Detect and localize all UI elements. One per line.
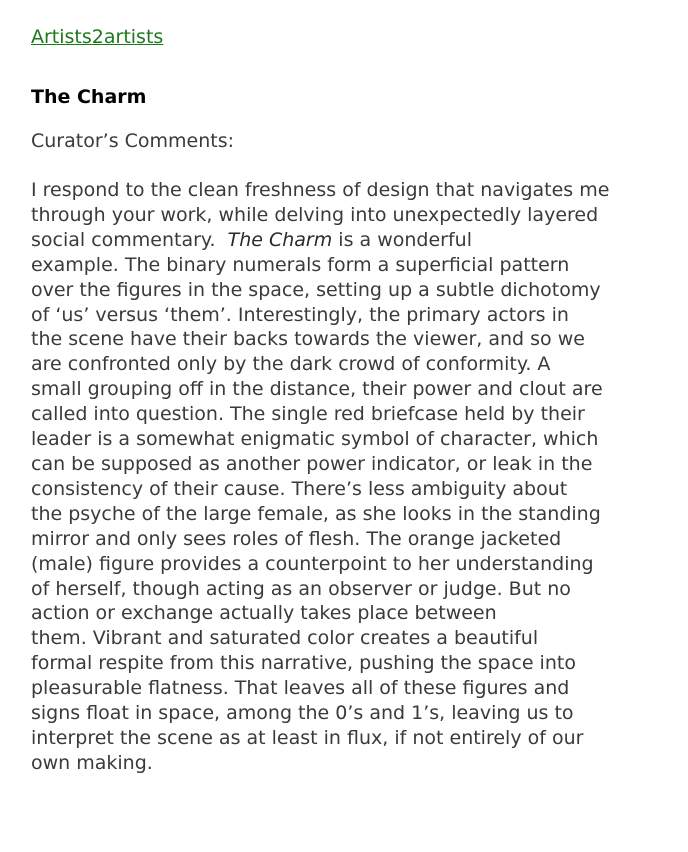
comment-line: the psyche of the large female, as she looks in the standing [31, 502, 601, 525]
comment-line: formal respite from this narrative, pushing the space into [31, 652, 576, 675]
document-page [31, 24, 651, 774]
comment-line: the scene have their backs towards the viewer, and so we [31, 328, 585, 351]
comment-line: action or exchange actually takes place between [31, 602, 497, 625]
comment-line: over the figures in the space, setting up a subtle dichotomy [31, 278, 601, 301]
artists2artists-link[interactable]: Artists2artists [31, 26, 164, 48]
comment-line: of ‘us’ versus ‘them’. Interestingly, the primary actors in [31, 303, 569, 326]
comment-line: leader is a somewhat enigmatic symbol of character, which [31, 428, 599, 451]
comment-line: small grouping off in the distance, their power and clout are [31, 378, 603, 401]
artwork-title: The Charm [31, 86, 147, 108]
comment-line: mirror and only sees roles of flesh. The orange jacketed [31, 527, 562, 550]
curators-comments-heading: Curator’s Comments: [31, 130, 235, 152]
artwork-title-reference: The Charm [227, 228, 333, 251]
comment-line: can be supposed as another power indicator, or leak in the [31, 452, 593, 475]
comment-line: own making. [31, 751, 153, 774]
comment-line-end: is a wonderful [332, 228, 472, 251]
comment-line: (male) figure provides a counterpoint to her understanding [31, 552, 594, 575]
comment-line: through your work, while delving into unexpectedly layered [31, 203, 599, 226]
curator-comment-body [31, 178, 651, 776]
comment-line: signs float in space, among the 0’s and 1’s, leaving us to [31, 702, 574, 725]
comment-line: of herself, though acting as an observer or judge. But no [31, 577, 571, 600]
comment-line-start: social commentary. [31, 228, 228, 251]
comment-line: called into question. The single red briefcase held by their [31, 403, 585, 426]
comment-line: consistency of their cause. There’s less ambiguity about [31, 477, 568, 500]
comment-line: interpret the scene as at least in flux, if not entirely of our [31, 726, 584, 749]
comment-line: pleasurable flatness. That leaves all of these figures and [31, 677, 570, 700]
comment-line: I respond to the clean freshness of design that navigates me [31, 179, 610, 201]
comment-line: are confronted only by the dark crowd of conformity. A [31, 353, 551, 376]
comment-line: them. Vibrant and saturated color creates a beautiful [31, 627, 539, 650]
comment-line: example. The binary numerals form a superficial pattern [31, 253, 570, 276]
comment-line [31, 228, 651, 253]
